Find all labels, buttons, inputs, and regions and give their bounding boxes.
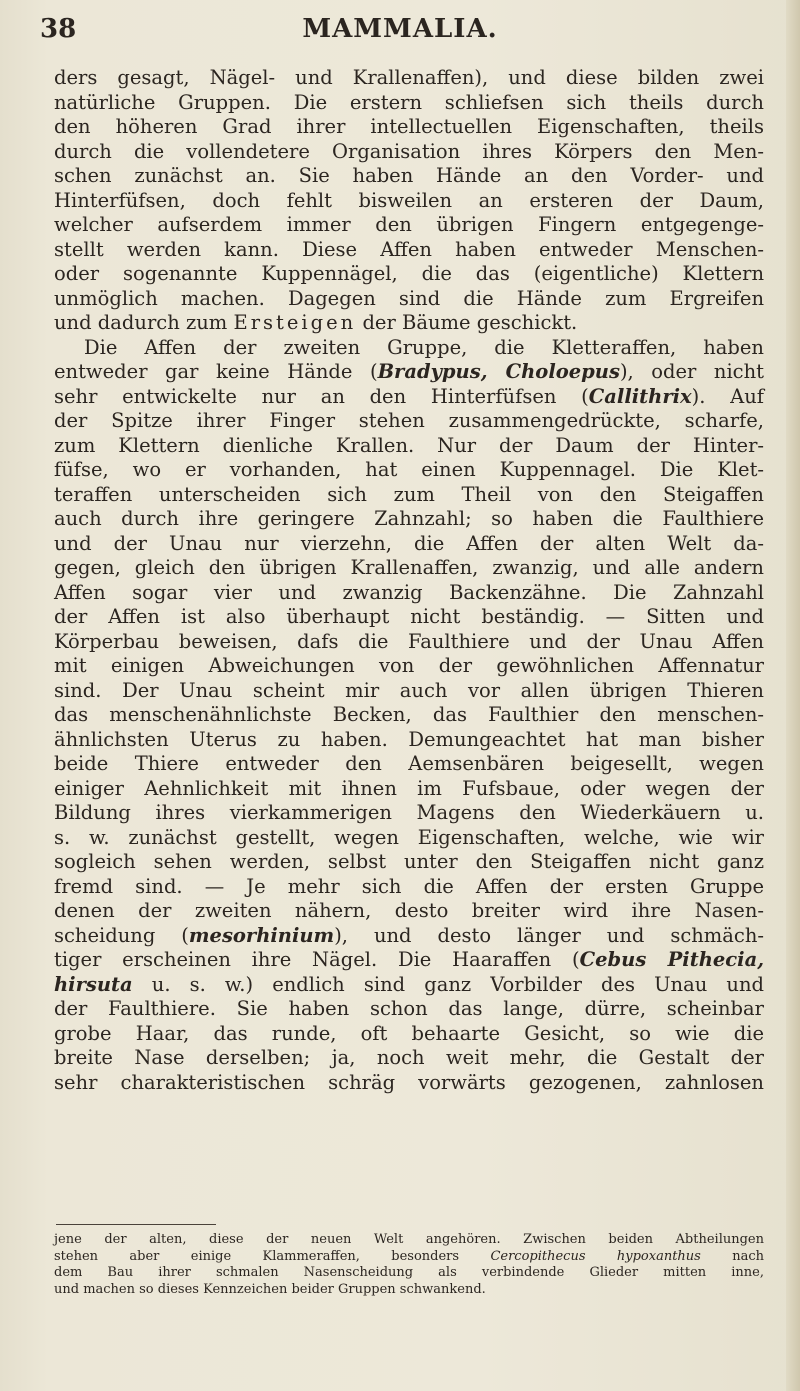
text-line: gegen, gleich den übrigen Krallenaffen, zwanzig, und alle andern — [54, 556, 764, 579]
text-line: mit einigen Abweichungen von der gewöhnlichen Affennatur — [54, 654, 764, 677]
footnote-line — [54, 1249, 764, 1266]
text-line: stellt werden kann. Diese Affen haben entweder Menschen- — [54, 237, 764, 261]
text-run: ), oder nicht — [619, 360, 764, 383]
text-line: Die Affen der zweiten Gruppe, die Kletteraffen, haben — [84, 335, 764, 359]
text-run: scheidung ( — [54, 923, 189, 947]
text-run: sehr entwickelte nur an den Hinterfüfsen ( — [54, 384, 589, 408]
running-head: MAMMALIA. — [302, 14, 498, 44]
text-line: welcher aufserdem immer den übrigen Fingern entgegenge- — [54, 213, 764, 236]
text-line: fremd sind. — Je mehr sich die Affen der ersten Gruppe — [54, 874, 764, 898]
footnote-rule — [56, 1224, 216, 1225]
text-line: sehr charakteristischen schräg vorwärts gezogenen, zahnlosen — [54, 1070, 764, 1094]
paragraph-2 — [54, 336, 764, 1096]
text-line: ähnlichsten Uterus zu haben. Demungeachtet hat man bisher — [54, 727, 764, 751]
scientific-name: Callithrix — [588, 384, 692, 408]
text-line: der Spitze ihrer Finger stehen zusammengedrückte, scharfe, — [54, 409, 764, 432]
scientific-name: Bradypus, Choloepus — [377, 360, 620, 383]
footnote-line: dem Bau ihrer schmalen Nasenscheidung als verbindende Glieder mitten inne, — [54, 1265, 764, 1280]
text-line: durch die vollendetere Organisation ihres Körpers den Men- — [54, 139, 764, 163]
footnote-line: und machen so dieses Kennzeichen beider Gruppen schwankend. — [54, 1281, 486, 1297]
text-line — [54, 385, 764, 410]
text-line: Affen sogar vier und zwanzig Backenzähne. Die Zahnzahl — [54, 580, 764, 604]
page-edge-shadow — [786, 0, 800, 1391]
text-line: und der Unau nur vierzehn, die Affen der alten Welt da- — [54, 531, 764, 555]
body-text — [54, 66, 764, 1095]
text-line: das menschenähnlichste Becken, das Faulthier den menschen- — [54, 703, 764, 726]
emphasized-word: Ersteigen — [233, 311, 357, 334]
text-line: breite Nase derselben; ja, noch weit mehr, die Gestalt der — [54, 1046, 764, 1069]
text-run: und dadurch zum — [54, 311, 234, 334]
text-run: nach — [700, 1248, 764, 1264]
text-line: s. w. zunächst gestellt, wegen Eigenschaften, welche, wie wir — [54, 825, 764, 849]
text-line: beide Thiere entweder den Aemsenbären beigesellt, wegen — [54, 752, 764, 775]
text-run: der Bäume geschickt. — [356, 311, 578, 334]
text-line: unmöglich machen. Dagegen sind die Hände zum Ergreifen — [54, 286, 764, 310]
text-line — [54, 311, 764, 336]
text-run: entweder gar keine Hände ( — [54, 360, 378, 383]
text-line: teraffen unterscheiden sich zum Theil von den Steigaffen — [54, 482, 764, 506]
scientific-name: mesorhinium — [188, 923, 335, 947]
text-line: Körperbau beweisen, dafs die Faulthiere und der Unau Affen — [54, 629, 764, 653]
text-run: stehen aber einige Klammeraffen, besonders — [54, 1248, 491, 1264]
text-line: der Affen ist also überhaupt nicht beständig. — Sitten und — [54, 605, 764, 628]
text-line: den höheren Grad ihrer intellectuellen Eigenschaften, theils — [54, 115, 764, 138]
text-run: tiger erscheinen ihre Nägel. Die Haaraffen ( — [54, 948, 580, 971]
text-run: ). Auf — [691, 384, 764, 408]
text-line: der Faulthiere. Sie haben schon das lange, dürre, scheinbar — [54, 997, 764, 1020]
text-line: zum Klettern dienliche Krallen. Nur der Daum der Hinter- — [54, 433, 764, 457]
text-line: Bildung ihres vierkammerigen Magens den Wiederkäuern u. — [54, 801, 764, 824]
text-line: grobe Haar, das runde, oft behaarte Gesicht, so wie die — [54, 1021, 764, 1045]
text-line — [54, 948, 764, 973]
scientific-name: Cebus Pithecia, — [579, 948, 765, 971]
text-line: schen zunächst an. Sie haben Hände an den Vorder- und — [54, 164, 764, 187]
text-run: u. s. w.) endlich sind ganz Vorbilder des Unau und — [132, 972, 764, 996]
paragraph-1 — [54, 66, 764, 336]
page-number: 38 — [40, 14, 77, 44]
text-run: ), und desto länger und schmäch- — [334, 923, 764, 947]
footnote-line: jene der alten, diese der neuen Welt angehören. Zwischen beiden Abtheilungen — [54, 1232, 764, 1247]
text-line — [54, 973, 764, 998]
page-header — [40, 8, 760, 48]
text-line: oder sogenannte Kuppennägel, die das (eigentliche) Klettern — [54, 262, 764, 285]
text-line — [54, 360, 764, 385]
text-line: füfse, wo er vorhanden, hat einen Kuppennagel. Die Klet- — [54, 458, 764, 481]
footnote — [54, 1232, 764, 1298]
text-line: natürliche Gruppen. Die erstern schliefsen sich theils durch — [54, 90, 764, 114]
text-line — [54, 924, 764, 949]
scientific-name: hirsuta — [54, 972, 133, 996]
text-line: ders gesagt, Nägel- und Krallenaffen), und diese bilden zwei — [54, 66, 764, 89]
scientific-name: Cercopithecus hypoxanthus — [490, 1248, 701, 1264]
text-line: sind. Der Unau scheint mir auch vor allen übrigen Thieren — [54, 678, 764, 702]
text-line: Hinterfüfsen, doch fehlt bisweilen an ersteren der Daum, — [54, 188, 764, 212]
text-line: sogleich sehen werden, selbst unter den Steigaffen nicht ganz — [54, 850, 764, 873]
text-line: einiger Aehnlichkeit mit ihnen im Fufsbaue, oder wegen der — [54, 776, 764, 800]
text-line: auch durch ihre geringere Zahnzahl; so haben die Faulthiere — [54, 507, 764, 530]
text-line: denen der zweiten nähern, desto breiter wird ihre Nasen- — [54, 899, 764, 922]
